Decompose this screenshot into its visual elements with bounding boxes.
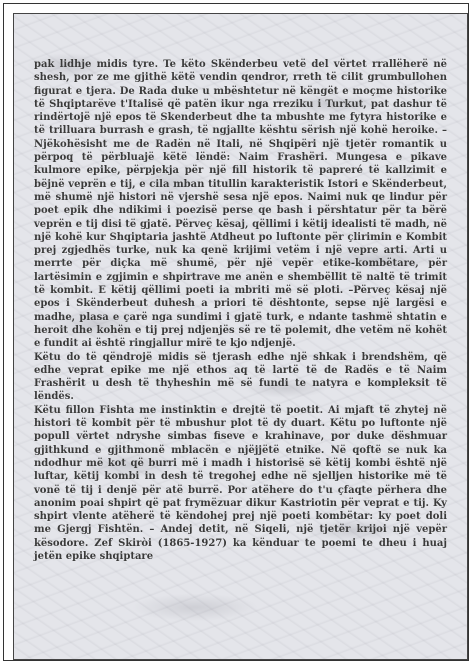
page-outer-frame [3,3,469,661]
paragraph-3: Këtu fillon Fishta me instinktin e drejtë të poetit. Ai mjaft të zhytej në histori të kombit për të mbushur plot të dy duart. Këtu po luftonte një popull vërtet ndryshe simbas fiseve e krahinave, por duke dëshmuar gjithkund e gjithmonë mblacën e njëjjëtë etnike. Në qoftë se nuk ka ndodhur më kot që burri më i madh i historisë së këtij kombi është një luftar, këtij kombi in desh të tregohej edhe në sjelljen historike më të vonë të tij i denjë për atë burrë. Por atëhere do t'u çfaqte përhera dhe anonim poai shpirt që pat frymëzuar dikur Kastriotin për veprat e tij. Ky shpirt vlente atëherë të këndohej prej një poeti kombëtar: ky poet doli me Gjergj Fishtën. – Andej detit, në Siqeli, një tjetër krijoi një vepër kësodore. Zef Skiròi (1865-1927) ka kënduar te poemi te dheu i huaj jetën epike shqiptare [34,404,447,562]
body-text [34,58,447,563]
page-inner-frame-marble [13,13,468,660]
paragraph-1: pak lidhje midis tyre. Te këto Skënderbeu vetë del vërtet rrallëherë në shesh, por ze me gjithë këtë vendin qendror, rreth të cilit grumbullohen figurat e tjera. De Rada duke u mbështetur në këngët e moçme historike të Shqiptarëve t'Italisë që patën ikur nga rreziku i Turkut, pat dashur të rindërtojë një epos të Skenderbeut dhe ta mbushte me fytyra historike e të trilluara burrash e grash, të ngjallte kështu sërish një kohë heroike. – Njëkohësisht me de Radën në Itali, në Shqipëri një tjetër romantik u përpoq të përbluajë këtë lëndë: Naim Frashëri. Mungesa e pikave kulmore epike, përpjekja për një fill historik të papreré të kallzimit e bëjnë veprën e tij, e cila mban titullin karakteristik Istori e Skënderbeut, më shumë një histori në vjershë sesa një epos. Naimi nuk qe lindur për poet epik dhe ndikimi i poezisë perse qe bash i përshtatur për ta bërë veprën e tij disi të gjatë. Përveç kësaj, qëllimi i këtij idealisti të madh, në një kohë kur Shqiptaria jashtë Atdheut po luftonte për çlirimin e Kombit prej zgjedhës turke, nuk ka qenë krijimi vetëm i një vepre arti. Arti u merrte për diçka më shumë, për një vepër etike-kombëtare, për lartësimin e zgjimin e shpirtrave me anën e shembëllit të naltë të trimit të kombit. E këtij qëllimi poeti ia mbriti më së ploti. –Përveç kësaj një epos i Skënderbeut duhesh a priori të dështonte, sepse një largësi e madhe, plasa e çarë nga sundimi i gjatë turk, e ndante tashmë shtatin e heroit dhe kohën e tij prej ndjenjës së re të polemit, dhe vetëm në kohët e fundit ai është ringjallur mirë te kjo ndjenjë. [34,59,447,350]
paragraph-2: Këtu do të qëndrojë midis së tjerash edhe një shkak i brendshëm, që edhe veprat epike me një ethos aq të lartë të de Radës e të Naim Frashërit u desh të thyheshin më së fundi te natyra e kompleksit të lëndës. [34,351,447,403]
